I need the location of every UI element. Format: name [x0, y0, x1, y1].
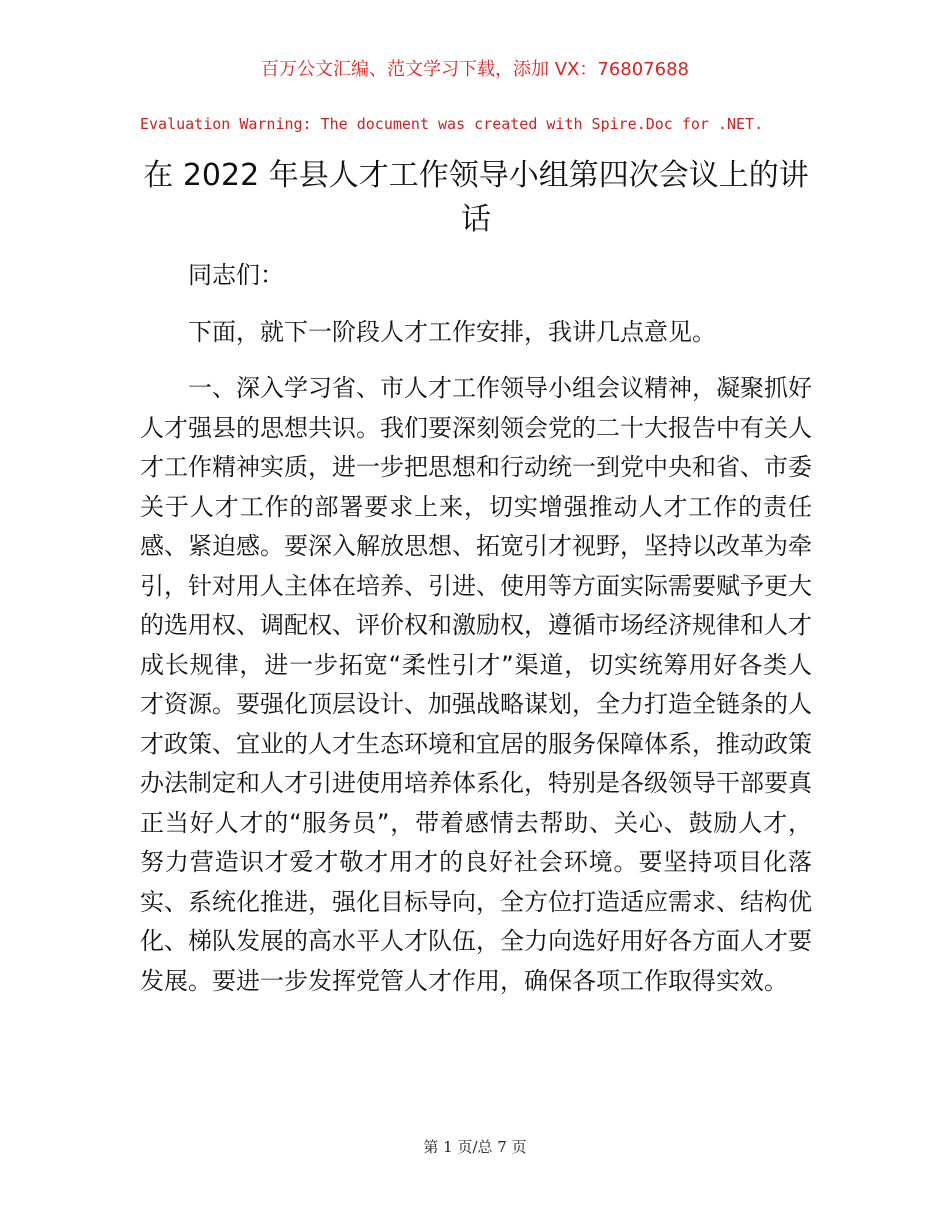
document-body	[140, 256, 812, 1018]
evaluation-warning: Evaluation Warning: The document was created with Spire.Doc for .NET.	[140, 115, 764, 133]
paragraph: 同志们：	[188, 261, 284, 289]
promo-banner: 百万公文汇编、范文学习下载，添加 VX：76807688	[261, 59, 689, 80]
document-title: 在 2022 年县人才工作领导小组第四次会议上的讲话	[143, 158, 809, 237]
page-number: 第 1 页/总 7 页	[423, 1138, 527, 1156]
paragraph: 下面，就下一阶段人才工作安排，我讲几点意见。	[188, 317, 716, 346]
paragraph: 一、深入学习省、市人才工作领导小组会议精神，凝聚抓好人才强县的思想共识。我们要深刻领会党的二十大报告中有关人才工作精神实质，进一步把思想和行动统一到党中央和省、市委关于人才工作的部署要求上来，切实增强推动人才工作的责任感、紧迫感。要深入解放思想、拓宽引才视野，坚持以改革为牵引，针对用人主体在培养、引进、使用等方面实际需要赋予更大的选用权、调配权、评价权和激励权，遵循市场经济规律和人才成长规律，进一步拓宽“柔性引才”渠道，切实统筹用好各类人才资源。要强化顶层设计、加强战略谋划，全力打造全链条的人才政策、宜业的人才生态环境和宜居的服务保障体系，推动政策办法制定和人才引进使用培养体系化，特别是各级领导干部要真正当好人才的“服务员”，带着感情去帮助、关心、鼓励人才，努力营造识才爱才敬才用才的良好社会环境。要坚持项目化落实、系统化推进，强化目标导向，全方位打造适应需求、结构优化、梯队发展的高水平人才队伍，全力向选好用好各方面人才要发展。要进一步发挥党管人才作用，确保各项工作取得实效。	[140, 374, 812, 995]
